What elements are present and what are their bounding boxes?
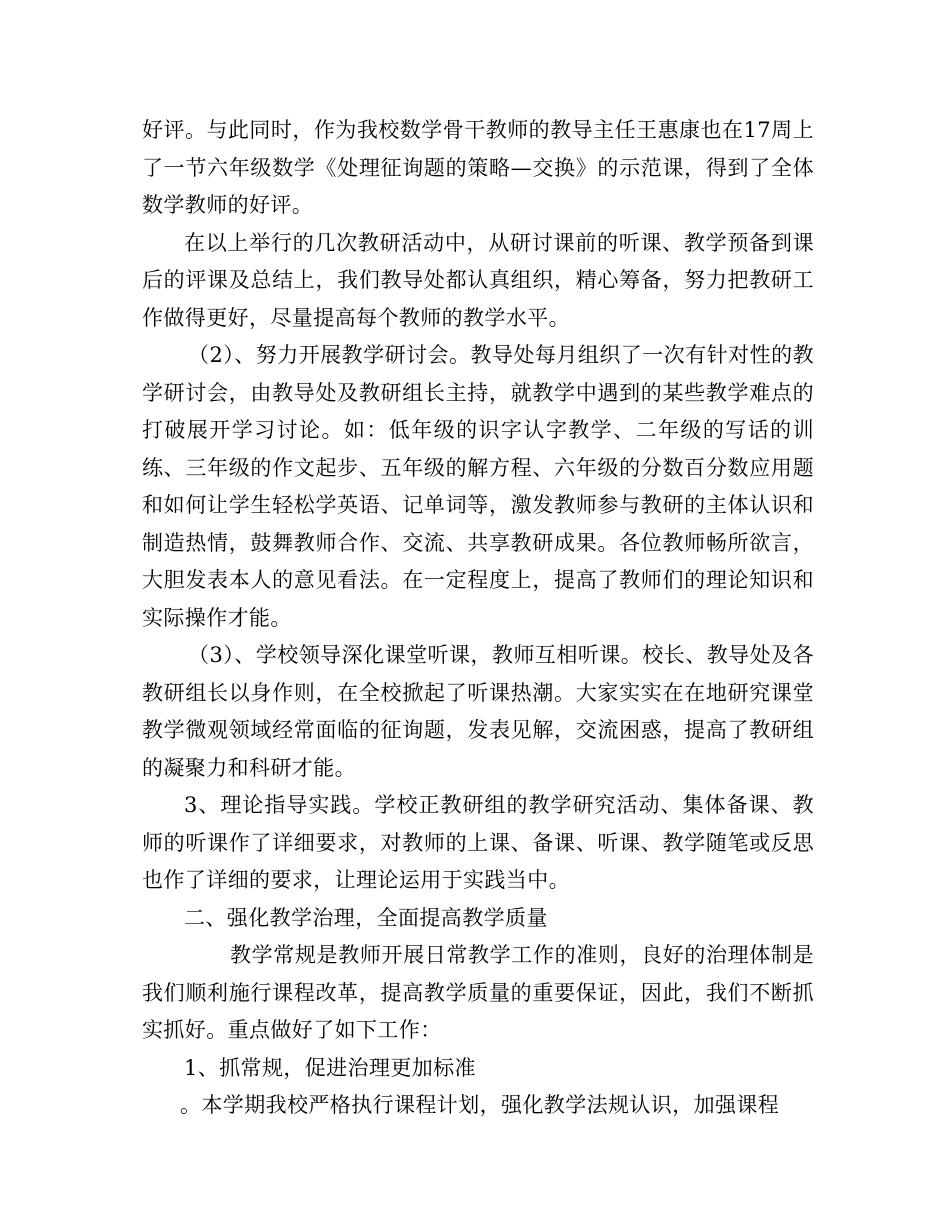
subheading-routine: 1、抓常规，促进治理更加标准 [184, 1055, 476, 1080]
paragraph-theory-practice: 3、理论指导实践。学校正教研组的教学研究活动、集体备课、教师的听课作了详细要求，对教师的上课、备课、听课、教学随笔或反思也作了详细的要求，让理论运用于实践当中。 [142, 793, 814, 892]
paragraph-item-3: （3）、学校领导深化课堂听课，教师互相听课。校长、教导处及各教研组长以身作则，在全校掀起了听课热潮。大家实实在在地研究课堂教学微观领域经常面临的征询题，发表见解，交流困惑，提高了教研组的凝聚力和科研才能。 [142, 643, 814, 780]
paragraph-curriculum-plan: 。本学期我校严格执行课程计划，强化教学法规认识，加强课程 [180, 1093, 780, 1117]
paragraph-teaching-routine: 教学常规是教师开展日常教学工作的准则，良好的治理体制是我们顺利施行课程改革，提高教学质量的重要保证，因此，我们不断抓实抓好。重点做好了如下工作： [142, 943, 814, 1042]
paragraph-research-activities: 在以上举行的几次教研活动中，从研讨课前的听课、教学预备到课后的评课及总结上，我们教导处都认真组织，精心筹备，努力把教研工作做得更好，尽量提高每个教师的教学水平。 [142, 230, 814, 330]
document-body [142, 112, 814, 1125]
paragraph-item-2: （2）、努力开展教学研讨会。教导处每月组织了一次有针对性的教学研讨会，由教导处及教研组长主持，就教学中遇到的某些教学难点的打破展开学习讨论。如：低年级的识字认字教学、二年级的写话的训练、三年级的作文起步、五年级的解方程、六年级的分数百分数应用题和如何让学生轻松学英语、记单词等，激发教师参与教研的主体认识和制造热情，鼓舞教师合作、交流、共享教研成果。各位教师畅所欲言，大胆发表本人的意见看法。在一定程度上，提高了教师们的理论知识和实际操作才能。 [142, 343, 814, 630]
paragraph-continuation: 好评。与此同时，作为我校数学骨干教师的教导主任王惠康也在17周上了一节六年级数学《处理征询题的策略—交换》的示范课，得到了全体数学教师的好评。 [142, 118, 814, 217]
section-heading-teaching-management: 二、强化教学治理，全面提高教学质量 [184, 905, 548, 930]
